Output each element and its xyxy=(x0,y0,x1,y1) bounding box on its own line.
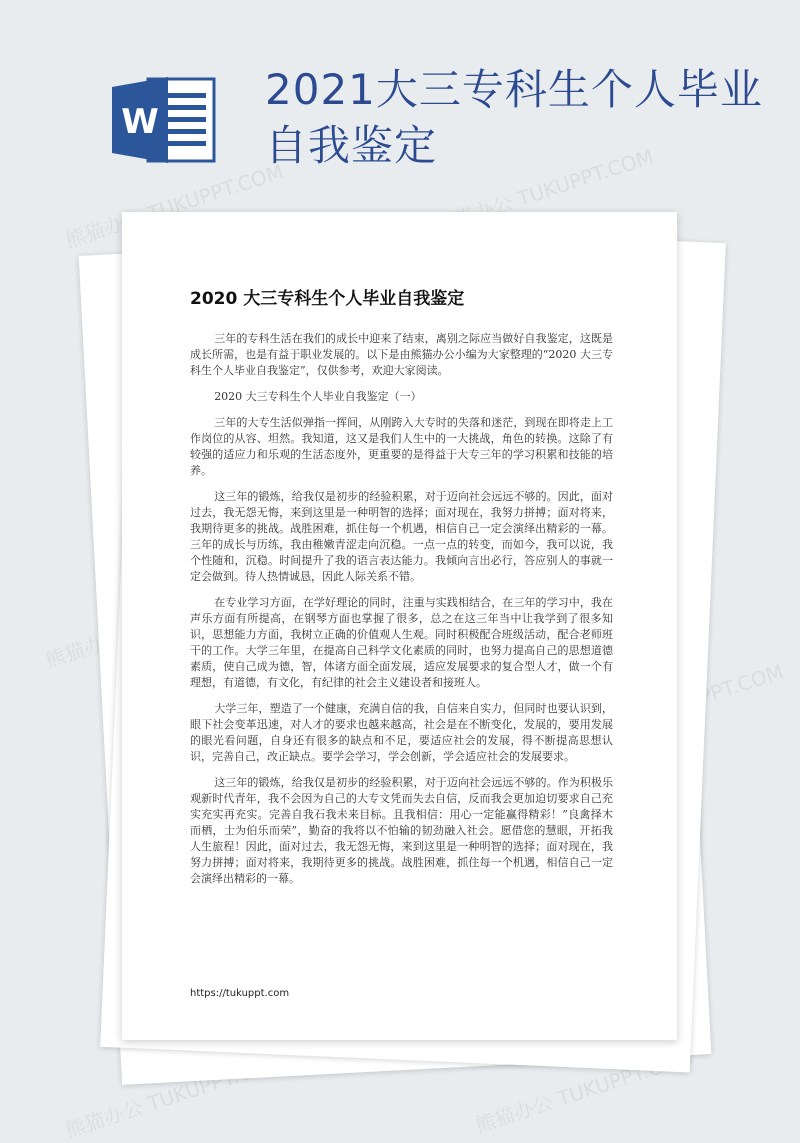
word-document-icon xyxy=(110,75,220,165)
watermark: 熊猫办公 TUKUPPT.COM xyxy=(62,159,287,253)
body-paragraph: 在专业学习方面，在学好理论的同时，注重与实践相结合，在三年的学习中，我在声乐方面有所提高，在钢琴方面也掌握了很多，总之在这三年当中让我学到了很多知识，思想能力方面，我树立正确的价值观人生观。同时积极配合班级活动，配合老师班干的工作。大学三年里，在提高自己科学文化素质的同时，也努力提高自己的思想道德素质，使自己成为德，智，体诸方面全面发展，适应发展要求的复合型人才，做一个有理想，有道德，有文化，有纪律的社会主义建设者和接班人。 xyxy=(190,596,613,689)
watermark: 熊猫办公 xyxy=(42,624,126,673)
body-paragraph: 这三年的锻炼，给我仅是初步的经验积累，对于迈向社会远远不够的。作为积极乐观新时代青年，我不会因为自己的大专文凭而失去自信，反而我会更加迫切要求自己充实充实再充实。完善自我石我未来目标。且我相信：用心一定能赢得精彩！”良禽择木而栖，士为伯乐而荣”，勤奋的我将以不怕输的韧劲融入社会。愿借您的慧眼，开拓我人生旅程！因此，面对过去，我无怨无悔，来到这里是一种明智的选择；面对现在，我努力拼搏；面对将来，我期待更多的挑战。战胜困难，抓住每一个机遇，相信自己一定会演绎出精彩的一幕。 xyxy=(190,776,613,885)
body-paragraph: 这三年的锻炼，给我仅是初步的经验积累，对于迈向社会远远不够的。因此，面对过去，我无怨无悔，来到这里是一种明智的选择；面对现在，我努力拼搏；面对将来，我期待更多的挑战。战胜困难，抓住每一个机遇，相信自己一定会演绎出精彩的一幕。三年的成长与历练，我由稚嫩青涩走向沉稳。一点一点的转变，而如今，我可以说，我个性随和，沉稳。时间提升了我的语言表达能力。我倾向言出必行，答应别人的事就一定会做到。待人热情诚恳，因此人际关系不错。 xyxy=(190,490,613,583)
svg-text:W: W xyxy=(121,102,159,142)
intro-paragraph: 三年的专科生活在我们的成长中迎来了结束，离别之际应当做好自我鉴定，这既是成长所需，也是有益于职业发展的。以下是由熊猫办公小编为大家整理的“2020 大三专科生个人毕业自我鉴定”，仅供参考，欢迎大家阅读。 xyxy=(190,332,613,377)
document-page xyxy=(122,212,677,1040)
watermark: 熊猫办公 TUKUPPT.COM xyxy=(432,144,657,238)
body-paragraph: 大学三年，塑造了一个健康，充满自信的我，自信来自实力，但同时也要认识到，眼下社会变革迅速，对人才的要求也越来越高，社会是在不断变化，发展的，要用发展的眼光看问题，自身还有很多的缺点和不足，要适应社会的发展，得不断提高思想认识，完善自己，改正缺点。要学会学习，学会创新，学会适应社会的发展要求。 xyxy=(190,702,613,763)
footer-url[interactable]: https://tukuppt.com xyxy=(190,988,290,999)
watermark: TUKUPPT.COM xyxy=(644,659,787,726)
watermark: 熊猫办公 TUKUPPT.COM xyxy=(472,1044,697,1138)
document-title: 2020 大三专科生个人毕业自我鉴定 xyxy=(190,289,465,309)
watermark: 熊猫办公 TUKUPPT.COM xyxy=(62,1049,287,1143)
section-heading: 2020 大三专科生个人毕业自我鉴定（一） xyxy=(214,390,422,403)
body-paragraph: 三年的大专生活似弹指一挥间，从刚跨入大专时的失落和迷茫，到现在即将走上工作岗位的从容、坦然。我知道，这又是我们人生中的一大挑战，角色的转换。这除了有较强的适应力和乐观的生活态度外，更重要的是得益于大专三年的学习积累和技能的培养。 xyxy=(190,416,613,477)
cover-title: 2021大三专科生个人毕业自我鉴定 xyxy=(265,65,763,170)
